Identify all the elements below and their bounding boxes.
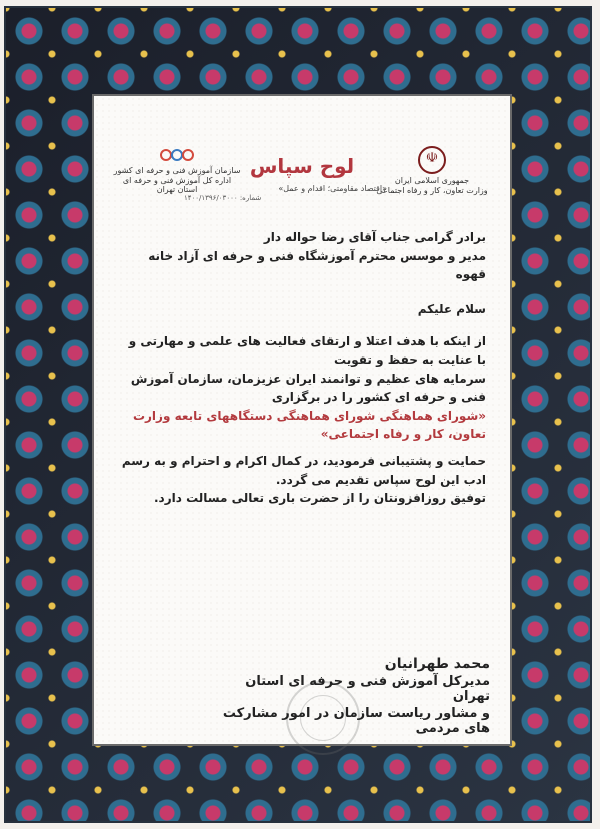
header: [94, 124, 510, 194]
salutation: سلام علیکم: [417, 301, 486, 316]
signer-role-2: و مشاور ریاست سازمان در امور مشارکت های مردمی: [222, 706, 490, 736]
body-line-2: سرمایه های عظیم و توانمند ایران عزیزمان، سازمان آموزش فنی و حرفه ای کشور را در برگزاری: [130, 371, 486, 405]
training-org-logo-icon: [155, 146, 199, 164]
signature-block: [206, 656, 490, 736]
title-text: لوح سپاس: [249, 154, 355, 178]
iran-emblem-icon: ☫: [418, 146, 446, 174]
body-line-3: «شورای هماهنگی شورای هماهنگی دستگاههای تابعه وزارت تعاون، کار و رفاه اجتماعی»: [132, 408, 486, 442]
signer-role-1: مدیرکل آموزش فنی و حرفه ای استان تهران: [245, 674, 490, 704]
slogan-text: «اقتصاد مقاومتی؛ اقدام و عمل»: [278, 184, 387, 193]
decorative-frame: [4, 6, 592, 823]
reference-stamp: شماره: ۱۴۰۰/۱۳۹۶/۰۳۰۰۰: [184, 194, 262, 202]
recipient-line-1: برادر گرامی جناب آقای رضا حواله دار: [263, 230, 486, 244]
ministry-org-text: جمهوری اسلامی ایران وزارت تعاون، کار و رفاه اجتماعی: [376, 176, 488, 195]
technical-org: [112, 146, 242, 195]
recipient-line-2: مدیر و موسس محترم آموزشگاه فنی و حرفه ای آزاد خانه قهوه: [148, 248, 486, 282]
body-line-1: از اینکه با هدف اعتلا و ارتقای فعالیت های علمی و مهارتی و با عنایت به حفظ و تقویت: [128, 334, 486, 367]
ministry-org: [372, 146, 492, 195]
certificate-content: [118, 228, 486, 508]
body-line-4: حمایت و پشتیبانی فرمودید، در کمال اکرام و احترام و به رسم ادب این لوح سپاس تقدیم می گردد.: [121, 453, 486, 487]
body-line-5: توفیق روزافزونتان را از حضرت باری تعالی مسالت دارد.: [154, 491, 486, 506]
technical-org-text: سازمان آموزش فنی و حرفه ای کشور اداره کل آموزش فنی و حرفه ای استان تهران: [113, 166, 241, 195]
signer-name: محمد طهرانیان: [384, 656, 490, 672]
certificate-panel: [92, 94, 512, 746]
certificate-title: [217, 154, 387, 193]
